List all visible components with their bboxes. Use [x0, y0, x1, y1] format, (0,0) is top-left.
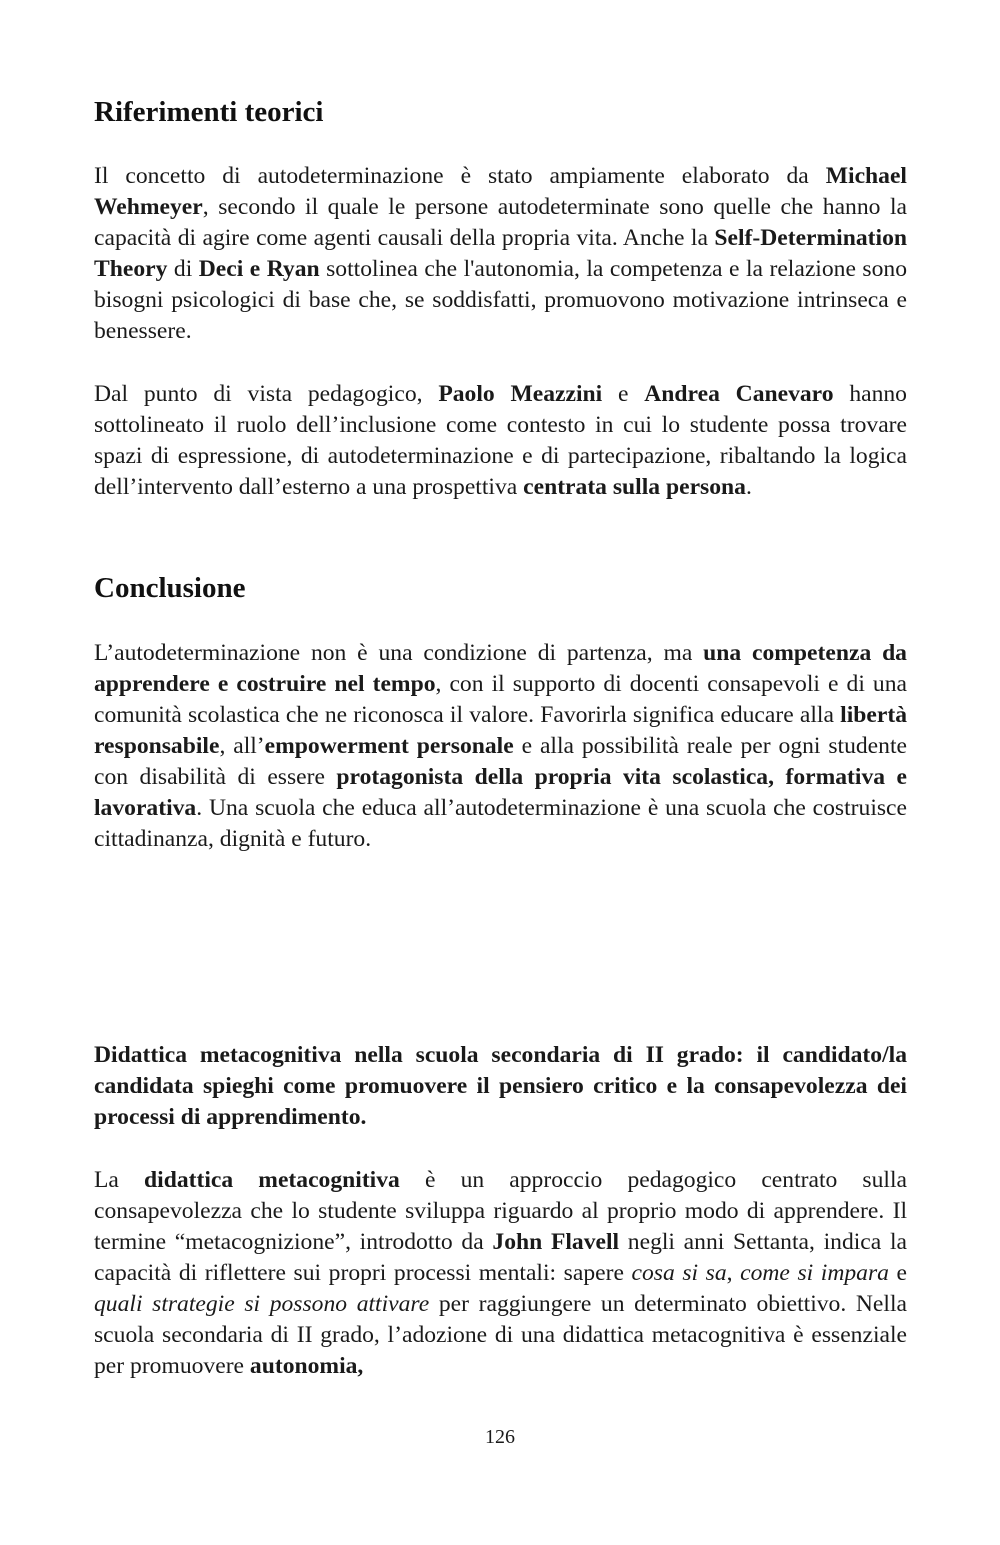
text: e — [888, 1260, 908, 1286]
text: hanno sottolineato il ruolo dell’inclusione come contesto in cui lo studente possa trovare spazi di espressione, di autodeterminazione e di partecipazione, ribaltando la logica dell’intervento dall’esterno a una prospettiva — [94, 381, 907, 500]
bold-text: libertà responsabile — [94, 702, 907, 759]
text: , con il supporto di docenti consapevoli e di una comunità scolastica che ne riconosca il valore. Favorirla significa educare alla — [94, 671, 907, 728]
paragraph-riferimenti-1 — [94, 161, 907, 347]
question-title: Didattica metacognitiva nella scuola secondaria di II grado: il candidato/la candidata spieghi come promuovere il pensiero critico e la consapevolezza dei processi di apprendimento. — [94, 1042, 907, 1130]
text: Dal punto di vista pedagogico, — [94, 381, 439, 407]
bold-text: didattica metacognitiva — [144, 1167, 400, 1193]
text: . Una scuola che educa all’autodeterminazione è una scuola che costruisce cittadinanza, dignità e futuro. — [94, 795, 907, 852]
text: L’autodeterminazione non è una condizione di partenza, ma — [94, 640, 704, 666]
text: La — [94, 1167, 145, 1193]
heading-riferimenti-teorici: Riferimenti teorici — [94, 96, 324, 128]
bold-text: Deci e Ryan — [198, 256, 320, 282]
bold-text: Self-Determination Theory — [94, 225, 907, 282]
text: è un approccio pedagogico centrato sulla consapevolezza che lo studente sviluppa riguardo al proprio modo di apprendere. Il termine “metacognizione”, introdotto da — [94, 1167, 907, 1255]
text: e — [602, 381, 645, 407]
text: sottolinea che l'autonomia, la competenza e la relazione sono bisogni psicologici di base che, se soddisfatti, promuovono motivazione intrinseca e benessere. — [94, 256, 907, 344]
paragraph-conclusione — [94, 638, 907, 855]
text: Il concetto di autodeterminazione è stato ampiamente elaborato da — [94, 163, 826, 189]
bold-text: protagonista della propria vita scolastica, formativa e lavorativa — [94, 764, 907, 821]
heading-conclusione: Conclusione — [94, 572, 246, 604]
italic-text: come si impara — [740, 1260, 889, 1286]
paragraph-didattica — [94, 1165, 907, 1382]
text: , secondo il quale le persone autodeterminate sono quelle che hanno la capacità di agire come agenti causali della propria vita. Anche la — [94, 194, 907, 251]
bold-text: Andrea Canevaro — [644, 381, 834, 407]
paragraph-riferimenti-2 — [94, 379, 907, 503]
text: , all’ — [219, 733, 265, 759]
bold-text: centrata sulla persona — [523, 474, 746, 500]
page-number: 126 — [485, 1426, 515, 1448]
bold-text: John Flavell — [492, 1229, 620, 1255]
bold-text: autonomia, — [249, 1353, 364, 1379]
text: , — [726, 1260, 741, 1286]
text: negli anni Settanta, indica la capacità di riflettere sui propri processi mentali: sapere — [94, 1229, 907, 1286]
bold-text: Michael Wehmeyer — [94, 163, 907, 220]
italic-text: quali strategie si possono attivare — [94, 1291, 430, 1317]
bold-text: Paolo Meazzini — [438, 381, 603, 407]
text: e alla possibilità reale per ogni studente con disabilità di essere — [94, 733, 907, 790]
text: . — [745, 474, 752, 500]
text: per raggiungere un determinato obiettivo. Nella scuola secondaria di II grado, l’adozione di una didattica metacognitiva è essenziale per promuovere — [94, 1291, 907, 1379]
bold-text: una competenza da apprendere e costruire nel tempo — [94, 640, 907, 697]
italic-text: cosa si sa — [631, 1260, 727, 1286]
text: di — [167, 256, 199, 282]
bold-text: empowerment personale — [264, 733, 514, 759]
